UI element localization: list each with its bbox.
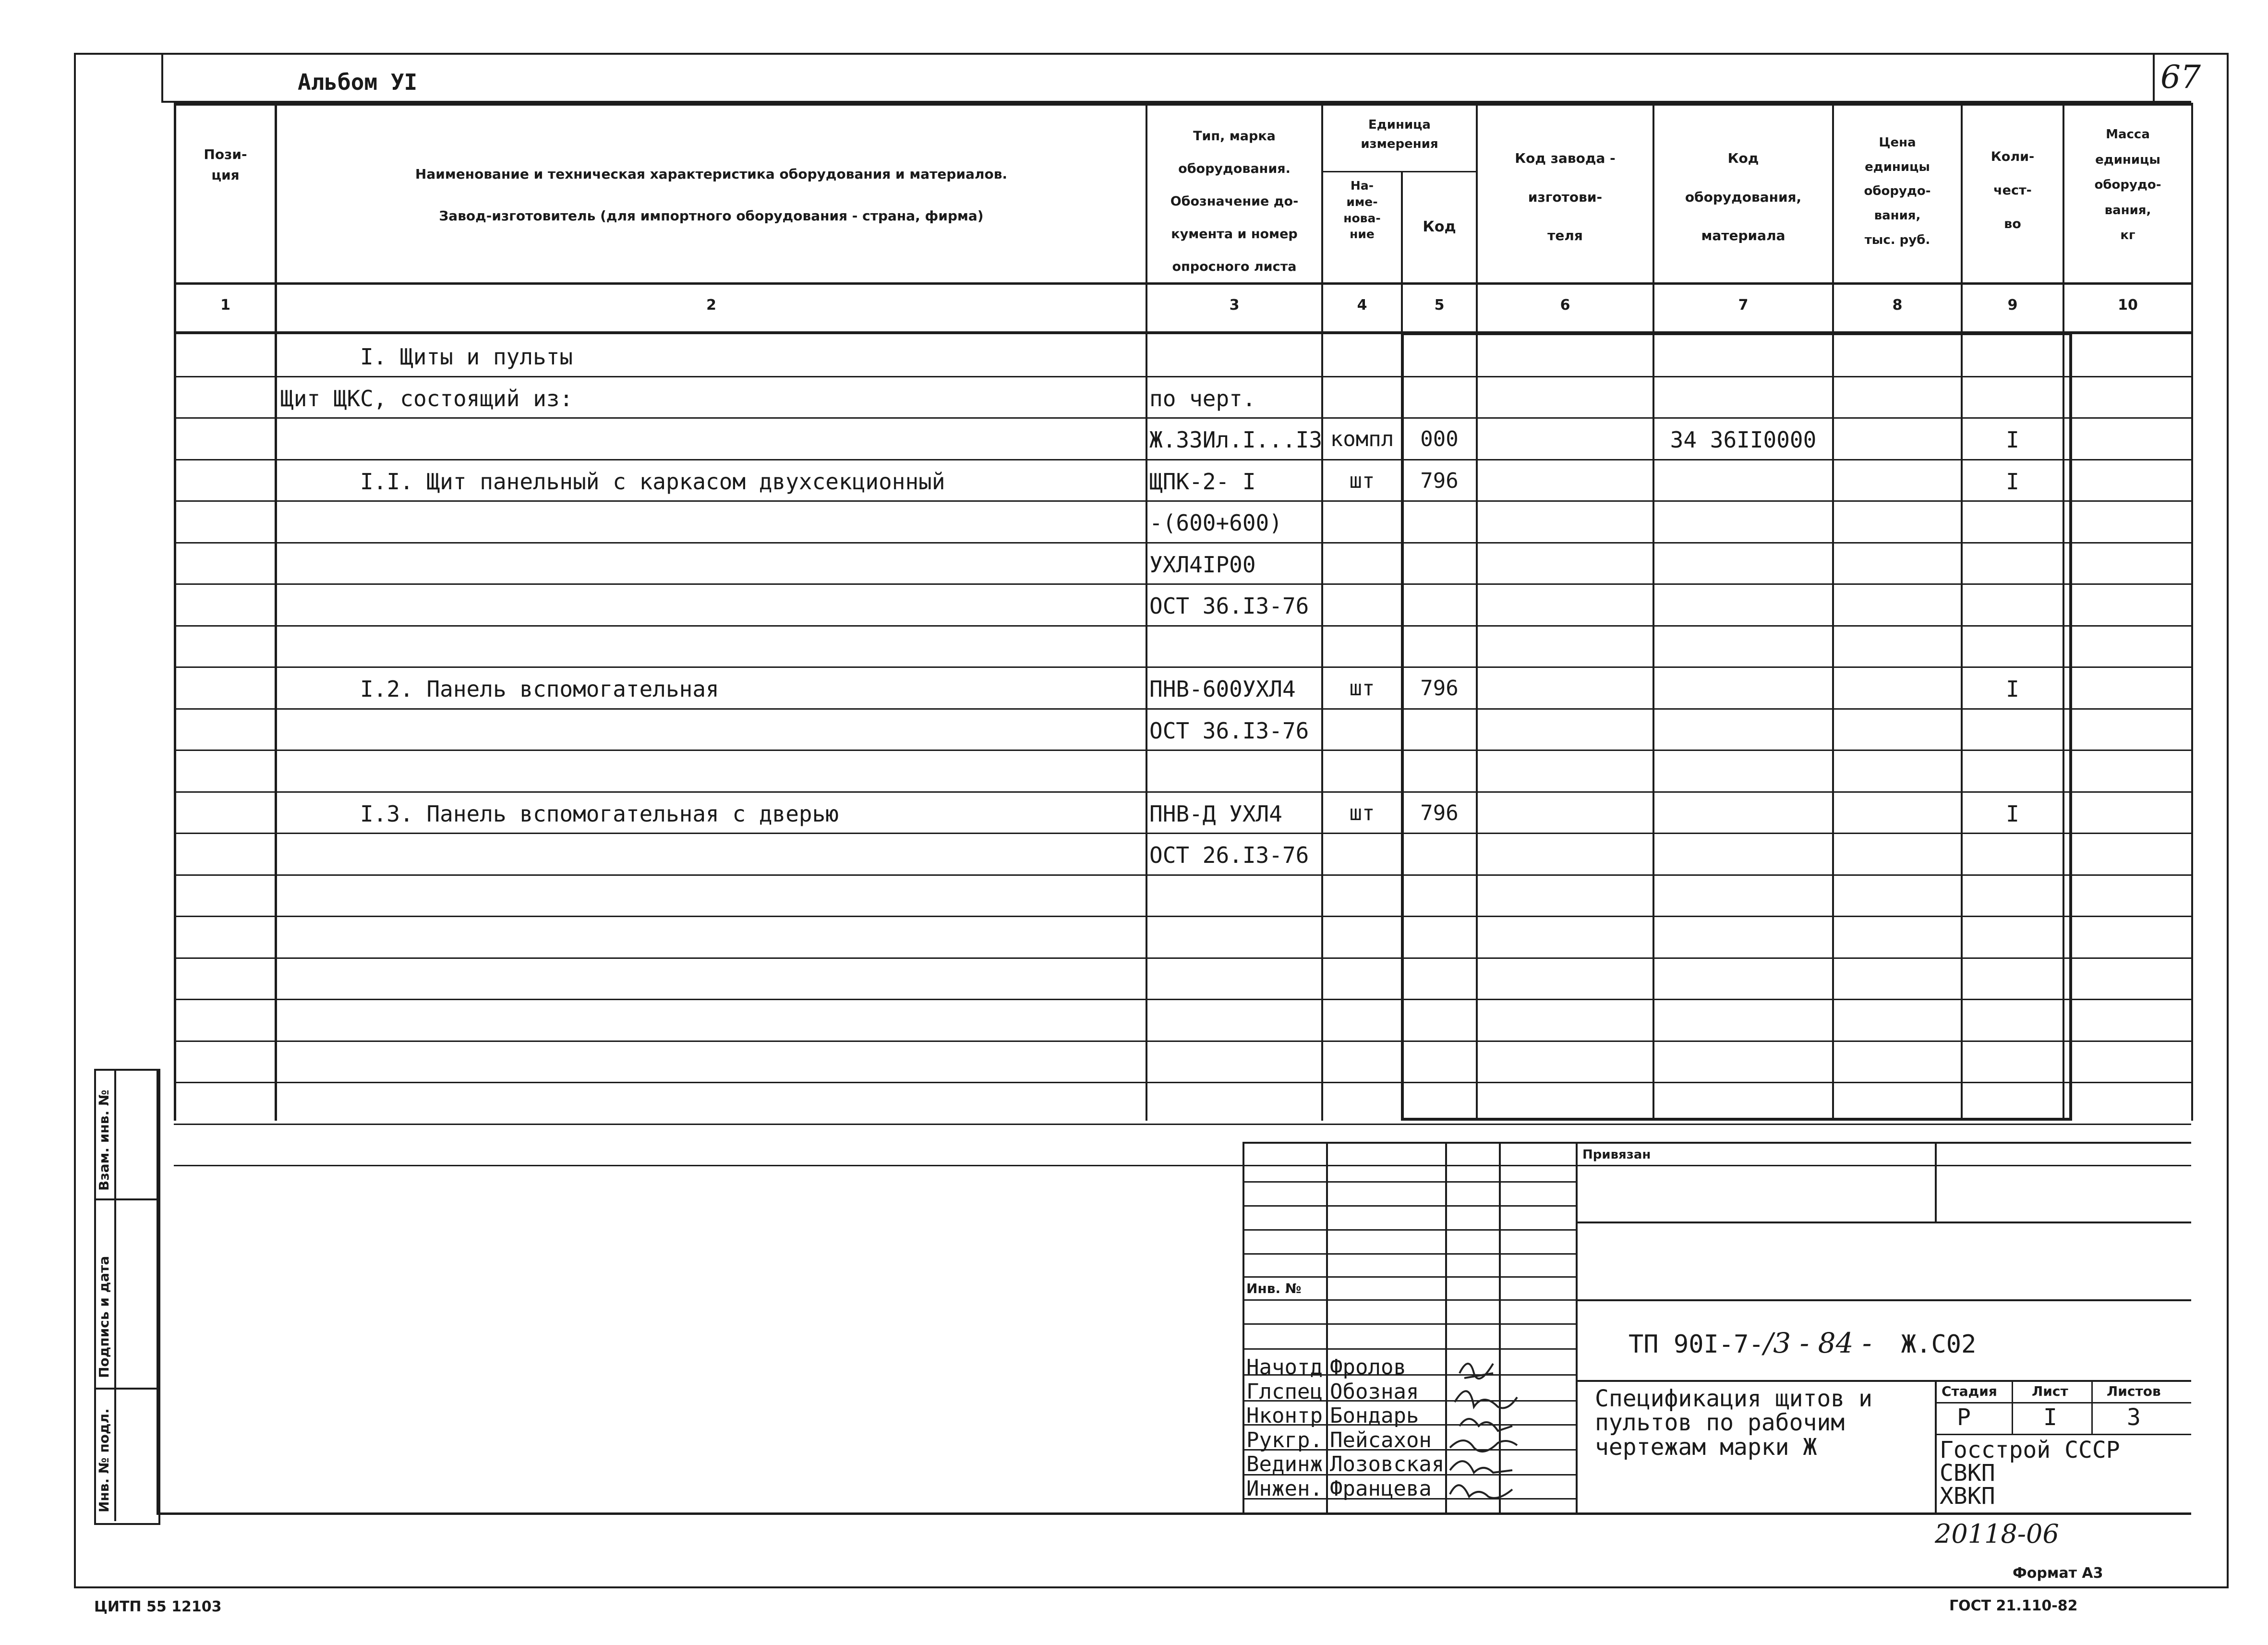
hdr-col4-l3: нова-	[1343, 211, 1381, 225]
hdr-col8-l5: тыс. руб.	[1864, 232, 1930, 247]
row-line	[174, 1165, 2191, 1166]
row-line	[174, 500, 2191, 502]
hdr-col1-l2: ция	[211, 167, 240, 183]
stage-value: Р	[1957, 1404, 1971, 1431]
signer-role: Начотд	[1246, 1355, 1323, 1379]
cell-type: -(600+600)	[1149, 510, 1282, 536]
stamp-row-line	[1243, 1299, 1578, 1301]
signer-name: Францева	[1330, 1476, 1432, 1501]
hdr-unit-l2: измерения	[1361, 137, 1438, 152]
cell-code: 796	[1420, 469, 1459, 493]
row-line	[174, 1082, 2191, 1083]
hdr-col7-l3: материала	[1701, 228, 1785, 244]
stamp-row-line	[1243, 1323, 1578, 1325]
cell-type: ОСТ 36.I3-76	[1149, 718, 1309, 744]
col-number-8: 8	[1892, 297, 1903, 314]
row-line	[174, 1124, 2191, 1125]
inv-no-label: Инв. №	[1246, 1281, 1302, 1296]
org-l2: СВКП	[1940, 1460, 1995, 1487]
sheet-value: I	[2043, 1404, 2057, 1431]
signer-name: Обозная	[1330, 1379, 1419, 1404]
cell-name: I.2. Панель вспомогательная	[360, 676, 719, 702]
col-number-7: 7	[1738, 297, 1749, 314]
cell-name: I.3. Панель вспомогательная с дверью	[360, 801, 839, 827]
hdr-col10-l3: оборудо-	[2094, 178, 2161, 193]
cell-code: 796	[1420, 801, 1459, 825]
signer-role: Глспец	[1246, 1379, 1323, 1404]
hand-number: 20118-06	[1935, 1519, 2059, 1549]
gost-label: ГОСТ 21.110-82	[1949, 1597, 2078, 1614]
hdr-col10-l5: кг	[2120, 228, 2135, 243]
hdr-unit-l1: Единица	[1368, 118, 1431, 132]
cell-unit: шт	[1349, 801, 1375, 825]
row-line	[174, 833, 2191, 834]
cell-name: I. Щиты и пульты	[360, 344, 573, 370]
row-line	[174, 708, 2191, 710]
hdr-col9-l3: во	[2004, 217, 2021, 232]
signer-name: Бондарь	[1330, 1403, 1419, 1428]
side-label-podpis: Подпись и дата	[96, 1256, 112, 1378]
cell-unit: шт	[1349, 469, 1375, 493]
signer-role: Вединж	[1246, 1452, 1323, 1476]
cell-type: Ж.33Ил.I...I3	[1149, 427, 1323, 453]
cell-type: ПНВ-Д УХЛ4	[1149, 801, 1282, 827]
stamp-row-line	[1243, 1205, 1578, 1207]
cell-qty: I	[2006, 427, 2019, 453]
side-label-vzam: Взам. инв. №	[96, 1089, 112, 1191]
hdr-col7-l1: Код	[1727, 150, 1759, 166]
row-line	[174, 542, 2191, 544]
org-l3: ХВКП	[1940, 1483, 1995, 1510]
hdr-col1-l1: Пози-	[204, 146, 247, 162]
col-number-10: 10	[2118, 297, 2138, 314]
cell-eq-code: 34 36II0000	[1670, 427, 1817, 453]
signer-role: Рукгр.	[1246, 1427, 1323, 1452]
stamp-row-line	[1243, 1181, 1578, 1183]
signatures	[1445, 1344, 1541, 1517]
sheets-label: Листов	[2107, 1383, 2161, 1399]
col-number-9: 9	[2007, 297, 2018, 314]
cell-unit: компл	[1330, 427, 1394, 451]
signer-role: Инжен.	[1246, 1476, 1323, 1501]
cell-name: Щит ЩКС, состоящий из:	[280, 386, 573, 411]
cell-type: ПНВ-600УХЛ4	[1149, 676, 1296, 702]
doc-mark: Ж.С02	[1901, 1330, 1977, 1359]
hdr-col5: Код	[1423, 218, 1456, 235]
row-line	[174, 957, 2191, 959]
hdr-col4-l4: ние	[1350, 227, 1375, 242]
col-number-3: 3	[1229, 297, 1240, 314]
signer-role: Нконтр	[1246, 1403, 1323, 1428]
row-line	[174, 750, 2191, 751]
hdr-col10-l1: Масса	[2106, 127, 2150, 142]
row-line	[174, 583, 2191, 585]
row-line	[174, 625, 2191, 627]
doc-code	[1629, 1329, 1976, 1357]
cell-type: УХЛ4IР00	[1149, 552, 1256, 578]
citp-label: ЦИТП 55 12103	[94, 1598, 222, 1615]
album-label: Альбом УI	[298, 69, 418, 95]
row-line	[174, 999, 2191, 1000]
hdr-col6-l1: Код завода -	[1515, 150, 1616, 166]
cell-unit: шт	[1349, 676, 1375, 701]
sheet-label: Лист	[2032, 1383, 2068, 1399]
doc-title-l3: чертежам марки Ж	[1595, 1433, 1817, 1461]
col-number-1: 1	[220, 297, 230, 314]
doc-code-handwritten: /3 - 84 -	[1763, 1327, 1872, 1359]
row-line	[174, 666, 2191, 668]
hdr-col3-l1: Тип, марка	[1193, 129, 1276, 144]
col-number-2: 2	[706, 297, 716, 314]
signer-name: Фролов	[1330, 1355, 1406, 1379]
hdr-col4-l2: име-	[1346, 194, 1378, 209]
signer-name: Пейсахон	[1330, 1427, 1432, 1452]
doc-title-l1: Спецификация щитов и	[1595, 1385, 1872, 1412]
hdr-col9-l2: чест-	[1993, 183, 2032, 198]
cell-type: ЩПК-2- I	[1149, 469, 1256, 495]
row-line	[174, 417, 2191, 419]
col-number-5: 5	[1434, 297, 1445, 314]
page-number: 67	[2160, 59, 2201, 96]
col-number-6: 6	[1560, 297, 1570, 314]
cell-qty: I	[2006, 676, 2019, 702]
hdr-col10-l2: единицы	[2095, 152, 2160, 167]
row-line	[174, 791, 2191, 793]
hdr-col3-l3: Обозначение до-	[1170, 194, 1299, 209]
hdr-col2-l1: Наименование и техническая характеристика оборудования и материалов.	[415, 166, 1008, 182]
sheets-value: 3	[2127, 1404, 2141, 1431]
hdr-col6-l3: теля	[1547, 228, 1583, 244]
hdr-col8-l1: Цена	[1879, 135, 1916, 150]
cell-name: I.I. Щит панельный с каркасом двухсекционный	[360, 469, 945, 495]
hdr-col9-l1: Коли-	[1991, 149, 2035, 164]
org-l1: Госстрой СССР	[1940, 1437, 2120, 1464]
hdr-col8-l4: вания,	[1874, 208, 1921, 223]
format-label: Формат А3	[2013, 1565, 2103, 1582]
doc-code-printed: ТП 90I-7-	[1629, 1330, 1764, 1359]
row-line	[174, 1040, 2191, 1042]
hdr-col6-l2: изготови-	[1528, 189, 1603, 205]
doc-title-l2: пультов по рабочим	[1595, 1409, 1845, 1437]
stage-label: Стадия	[1942, 1383, 1997, 1399]
cell-code: 000	[1420, 427, 1459, 451]
cell-type: по черт.	[1149, 386, 1256, 411]
cell-qty: I	[2006, 469, 2019, 495]
hdr-col8-l2: единицы	[1865, 159, 1930, 174]
col-number-4: 4	[1357, 297, 1367, 314]
stamp-row-line	[1243, 1229, 1578, 1231]
cell-type: ОСТ 36.I3-76	[1149, 593, 1309, 619]
row-line	[174, 916, 2191, 917]
hdr-col3-l4: кумента и номер	[1171, 227, 1298, 242]
privyazan-label: Привязан	[1582, 1148, 1651, 1162]
side-label-inv-podl: Инв. № подл.	[96, 1408, 112, 1512]
hdr-col10-l4: вания,	[2104, 203, 2151, 218]
hdr-col2-l2: Завод-изготовитель (для импортного оборудования - страна, фирма)	[439, 207, 984, 224]
cell-code: 796	[1420, 676, 1459, 701]
row-line	[174, 376, 2191, 377]
hdr-col3-l5: опросного листа	[1172, 259, 1297, 275]
cell-type: ОСТ 26.I3-76	[1149, 842, 1309, 868]
hdr-col8-l3: оборудо-	[1864, 184, 1931, 199]
hdr-col7-l2: оборудования,	[1685, 189, 1802, 205]
hdr-col4-l1: На-	[1350, 179, 1374, 193]
hdr-col3-l2: оборудования.	[1178, 161, 1291, 177]
row-line	[174, 874, 2191, 876]
row-line	[174, 459, 2191, 460]
cell-qty: I	[2006, 801, 2019, 827]
stamp-row-line	[1243, 1276, 1578, 1278]
signer-name: Лозовская	[1330, 1452, 1445, 1476]
stamp-row-line	[1243, 1253, 1578, 1255]
